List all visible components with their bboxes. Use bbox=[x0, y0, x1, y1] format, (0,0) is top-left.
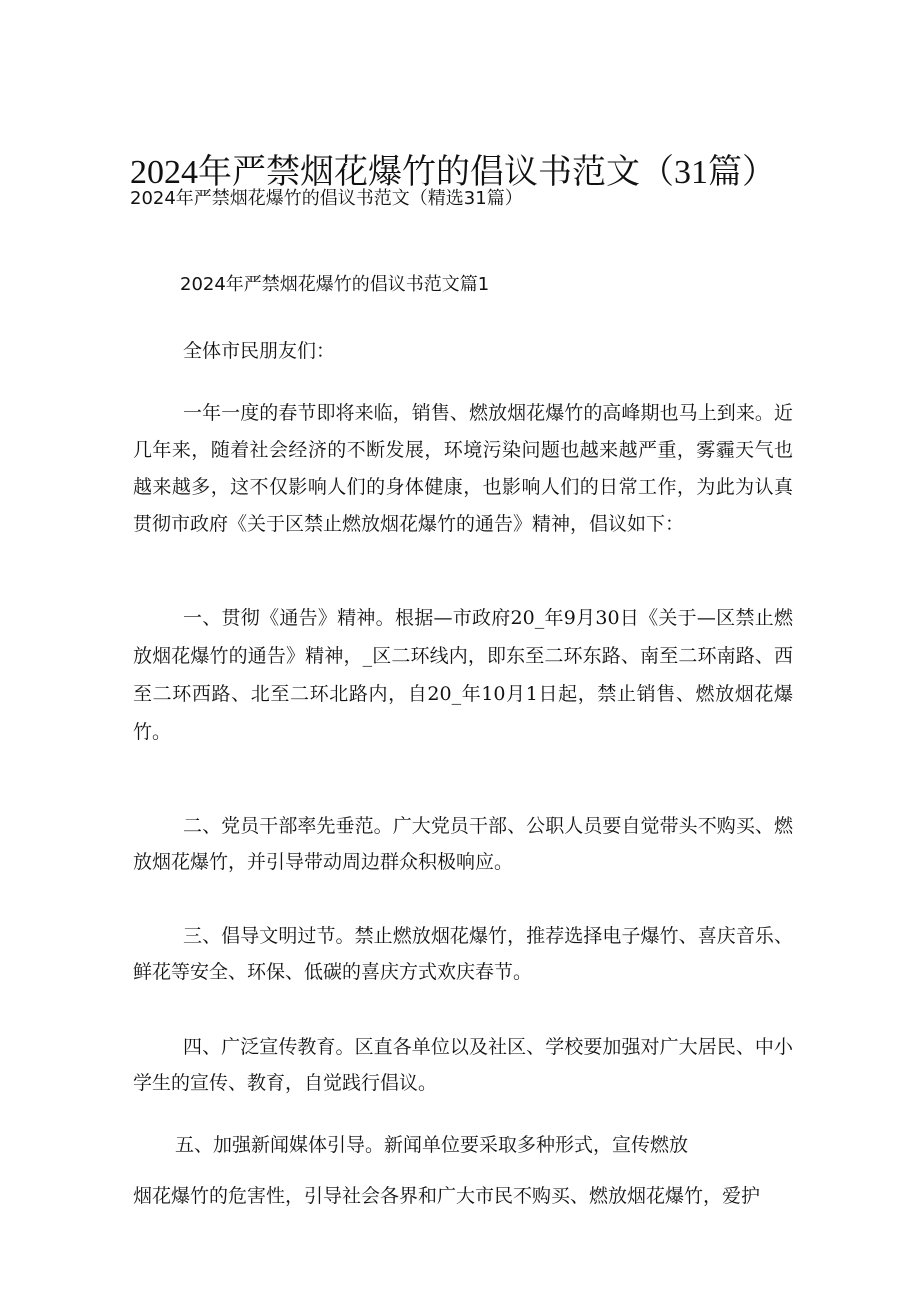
paragraph-item-1: 一、贯彻《通告》精神。根据—市政府20_年9月30日《关于—区禁止燃放烟花爆竹的通告》精神，_区二环线内，即东至二环东路、南至二环南路、西至二环西路、北至二环北路内，自20_年10月1日起，禁止销售、燃放烟花爆竹。 bbox=[133, 607, 793, 743]
paragraph-item-4: 四、广泛宣传教育。区直各单位以及社区、学校要加强对广大居民、中小学生的宣传、教育，自觉践行倡议。 bbox=[133, 1036, 793, 1094]
paragraph-item-5-line-1: 五、加强新闻媒体引导。新闻单位要采取多种形式，宣传燃放 bbox=[175, 1134, 689, 1156]
paragraph-item-2: 二、党员干部率先垂范。广大党员干部、公职人员要自觉带头不购买、燃放烟花爆竹，并引导带动周边群众积极响应。 bbox=[133, 815, 793, 873]
greeting-text: 全体市民朋友们： bbox=[183, 340, 336, 362]
section-heading: 2024年严禁烟花爆竹的倡议书范文篇1 bbox=[180, 274, 490, 295]
document-title: 2024年严禁烟花爆竹的倡议书范文（31篇） bbox=[130, 154, 776, 191]
document-subtitle: 2024年严禁烟花爆竹的倡议书范文（精选31篇） bbox=[130, 188, 523, 209]
paragraph-item-3: 三、倡导文明过节。禁止燃放烟花爆竹，推荐选择电子爆竹、喜庆音乐、鲜花等安全、环保、低碳的喜庆方式欢庆春节。 bbox=[133, 925, 793, 983]
paragraph-item-5-line-2: 烟花爆竹的危害性，引导社会各界和广大市民不购买、燃放烟花爆竹，爱护 bbox=[133, 1185, 761, 1207]
paragraph-intro: 一年一度的春节即将来临，销售、燃放烟花爆竹的高峰期也马上到来。近几年来，随着社会经济的不断发展，环境污染问题也越来越严重，雾霾天气也越来越多，这不仅影响人们的身体健康，也影响人们的日常工作，为此为认真贯彻市政府《关于区禁止燃放烟花爆竹的通告》精神，倡议如下： bbox=[133, 402, 793, 535]
